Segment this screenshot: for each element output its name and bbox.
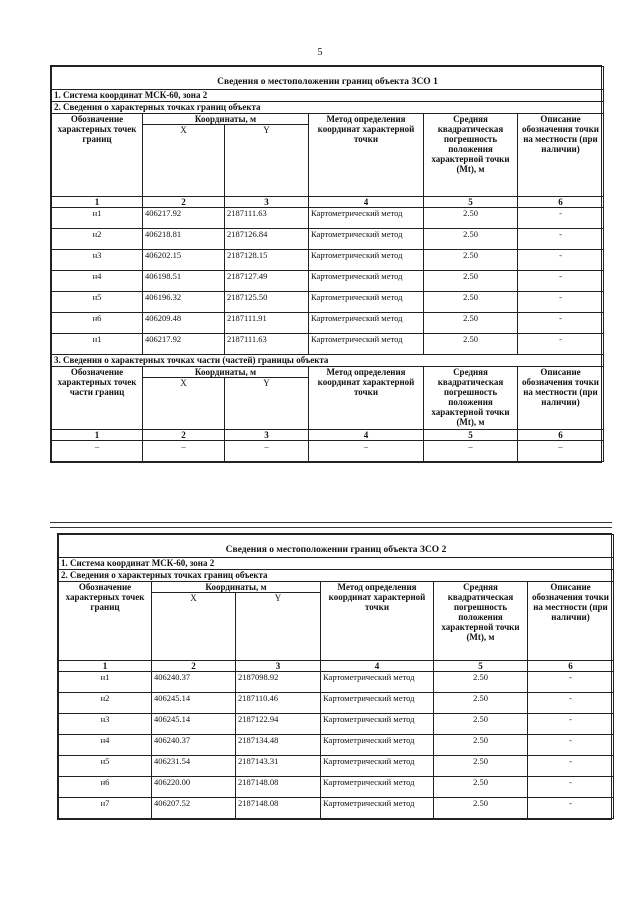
zso2-header-description: Описание обозначения точки на местности (при наличии) bbox=[528, 582, 614, 661]
description-value: - bbox=[528, 735, 614, 756]
zso1-col3-number: 3 bbox=[225, 430, 309, 441]
zso1-header-designation: Обозначение характерных точек границ bbox=[52, 114, 143, 197]
table-row bbox=[52, 441, 604, 462]
error-value: 2.50 bbox=[424, 229, 518, 250]
method-value: Картометрический метод bbox=[309, 292, 424, 313]
method-value: – bbox=[309, 441, 424, 462]
point-label: н7 bbox=[59, 798, 152, 819]
point-label: н3 bbox=[52, 250, 143, 271]
method-value: Картометрический метод bbox=[321, 735, 434, 756]
zso2-header-method: Метод определения координат характерной точки bbox=[321, 582, 434, 661]
description-value: - bbox=[518, 271, 604, 292]
y-value: 2187125.50 bbox=[225, 292, 309, 313]
x-value: 406202.15 bbox=[143, 250, 225, 271]
method-value: Картометрический метод bbox=[309, 271, 424, 292]
x-value: 406196.32 bbox=[143, 292, 225, 313]
zso2-col-number: 2 bbox=[152, 661, 236, 672]
y-value: 2187143.31 bbox=[236, 756, 321, 777]
zso2-block bbox=[57, 533, 612, 820]
zso1-col3-number: 4 bbox=[309, 430, 424, 441]
point-label: н2 bbox=[59, 693, 152, 714]
x-value: 406217.92 bbox=[143, 208, 225, 229]
table-row bbox=[52, 334, 604, 355]
zso2-header-error: Средняя квадратическая погрешность положения характерной точки (Mt), м bbox=[434, 582, 528, 661]
description-value: - bbox=[528, 693, 614, 714]
zso2-table bbox=[58, 534, 614, 819]
x-value: 406245.14 bbox=[152, 714, 236, 735]
table-row bbox=[59, 777, 614, 798]
method-value: Картометрический метод bbox=[321, 756, 434, 777]
error-value: 2.50 bbox=[434, 735, 528, 756]
y-value: 2187128.15 bbox=[225, 250, 309, 271]
zso2-header-y: Y bbox=[236, 593, 321, 661]
y-value: 2187111.91 bbox=[225, 313, 309, 334]
zso2-header-designation: Обозначение характерных точек границ bbox=[59, 582, 152, 661]
method-value: Картометрический метод bbox=[309, 229, 424, 250]
method-value: Картометрический метод bbox=[309, 334, 424, 355]
zso1-header3-x: X bbox=[143, 378, 225, 430]
point-label: н4 bbox=[59, 735, 152, 756]
method-value: Картометрический метод bbox=[309, 313, 424, 334]
error-value: 2.50 bbox=[434, 714, 528, 735]
table-row bbox=[52, 250, 604, 271]
zso1-col-number: 2 bbox=[143, 197, 225, 208]
point-label: н6 bbox=[59, 777, 152, 798]
x-value: 406245.14 bbox=[152, 693, 236, 714]
zso1-header-x: X bbox=[143, 125, 225, 197]
zso2-coord-system: 1. Система координат МСК-60, зона 2 bbox=[59, 558, 614, 570]
x-value: – bbox=[143, 441, 225, 462]
table-row bbox=[52, 313, 604, 334]
method-value: Картометрический метод bbox=[321, 714, 434, 735]
zso1-col3-number: 2 bbox=[143, 430, 225, 441]
y-value: 2187134.48 bbox=[236, 735, 321, 756]
zso1-header3-coords: Координаты, м bbox=[143, 367, 309, 378]
zso1-block bbox=[50, 65, 602, 463]
description-value: - bbox=[528, 714, 614, 735]
point-label: н5 bbox=[52, 292, 143, 313]
zso1-header-error: Средняя квадратическая погрешность положения характерной точки (Mt), м bbox=[424, 114, 518, 197]
x-value: 406218.81 bbox=[143, 229, 225, 250]
x-value: 406207.52 bbox=[152, 798, 236, 819]
point-label: н1 bbox=[52, 334, 143, 355]
table-row bbox=[59, 672, 614, 693]
point-label: н2 bbox=[52, 229, 143, 250]
zso1-section3-title: 3. Сведения о характерных точках части (частей) границы объекта bbox=[52, 355, 604, 367]
zso1-header-y: Y bbox=[225, 125, 309, 197]
point-label: н5 bbox=[59, 756, 152, 777]
error-value: 2.50 bbox=[434, 777, 528, 798]
x-value: 406220.00 bbox=[152, 777, 236, 798]
zso1-col-number: 1 bbox=[52, 197, 143, 208]
zso1-col-number: 3 bbox=[225, 197, 309, 208]
divider bbox=[50, 527, 612, 528]
description-value: - bbox=[518, 208, 604, 229]
zso1-header3-method: Метод определения координат характерной точки bbox=[309, 367, 424, 430]
description-value: - bbox=[518, 229, 604, 250]
zso1-col3-number: 1 bbox=[52, 430, 143, 441]
method-value: Картометрический метод bbox=[321, 672, 434, 693]
method-value: Картометрический метод bbox=[309, 208, 424, 229]
y-value: 2187111.63 bbox=[225, 334, 309, 355]
y-value: 2187098.92 bbox=[236, 672, 321, 693]
y-value: – bbox=[225, 441, 309, 462]
error-value: – bbox=[424, 441, 518, 462]
error-value: 2.50 bbox=[434, 672, 528, 693]
method-value: Картометрический метод bbox=[309, 250, 424, 271]
error-value: 2.50 bbox=[424, 271, 518, 292]
error-value: 2.50 bbox=[424, 250, 518, 271]
table-row bbox=[59, 735, 614, 756]
zso2-title: Сведения о местоположении границ объекта ЗСО 2 bbox=[59, 535, 614, 558]
zso2-header-coords: Координаты, м bbox=[152, 582, 321, 593]
zso1-col-number: 6 bbox=[518, 197, 604, 208]
point-label: н3 bbox=[59, 714, 152, 735]
point-label: – bbox=[52, 441, 143, 462]
zso1-header-coords: Координаты, м bbox=[143, 114, 309, 125]
method-value: Картометрический метод bbox=[321, 693, 434, 714]
table-row bbox=[52, 271, 604, 292]
error-value: 2.50 bbox=[434, 798, 528, 819]
zso1-section2-title: 2. Сведения о характерных точках границ объекта bbox=[52, 102, 604, 114]
description-value: - bbox=[518, 292, 604, 313]
zso1-header3-y: Y bbox=[225, 378, 309, 430]
table-row bbox=[52, 208, 604, 229]
error-value: 2.50 bbox=[424, 292, 518, 313]
zso2-col-number: 5 bbox=[434, 661, 528, 672]
description-value: - bbox=[528, 756, 614, 777]
zso1-header-description: Описание обозначения точки на местности (при наличии) bbox=[518, 114, 604, 197]
zso1-header-method: Метод определения координат характерной точки bbox=[309, 114, 424, 197]
table-row bbox=[52, 229, 604, 250]
point-label: н4 bbox=[52, 271, 143, 292]
x-value: 406231.54 bbox=[152, 756, 236, 777]
y-value: 2187126.84 bbox=[225, 229, 309, 250]
error-value: 2.50 bbox=[434, 693, 528, 714]
zso1-col3-number: 5 bbox=[424, 430, 518, 441]
table-row bbox=[59, 693, 614, 714]
y-value: 2187122.94 bbox=[236, 714, 321, 735]
x-value: 406198.51 bbox=[143, 271, 225, 292]
y-value: 2187110.46 bbox=[236, 693, 321, 714]
zso1-header3-designation: Обозначение характерных точек части границ bbox=[52, 367, 143, 430]
method-value: Картометрический метод bbox=[321, 798, 434, 819]
description-value: - bbox=[528, 777, 614, 798]
table-row bbox=[59, 714, 614, 735]
x-value: 406217.92 bbox=[143, 334, 225, 355]
zso1-title: Сведения о местоположении границ объекта ЗСО 1 bbox=[52, 67, 604, 90]
zso1-col-number: 5 bbox=[424, 197, 518, 208]
y-value: 2187148.08 bbox=[236, 777, 321, 798]
zso1-table bbox=[51, 66, 604, 462]
zso1-header3-description: Описание обозначения точки на местности (при наличии) bbox=[518, 367, 604, 430]
y-value: 2187148.08 bbox=[236, 798, 321, 819]
zso1-coord-system: 1. Система координат МСК-60, зона 2 bbox=[52, 90, 604, 102]
point-label: н1 bbox=[59, 672, 152, 693]
description-value: – bbox=[518, 441, 604, 462]
description-value: - bbox=[518, 313, 604, 334]
description-value: - bbox=[518, 334, 604, 355]
zso2-col-number: 1 bbox=[59, 661, 152, 672]
error-value: 2.50 bbox=[424, 208, 518, 229]
zso2-col-number: 3 bbox=[236, 661, 321, 672]
x-value: 406209.48 bbox=[143, 313, 225, 334]
table-row bbox=[59, 756, 614, 777]
page-number: 5 bbox=[317, 47, 323, 58]
table-row bbox=[52, 292, 604, 313]
error-value: 2.50 bbox=[424, 313, 518, 334]
zso1-col3-number: 6 bbox=[518, 430, 604, 441]
x-value: 406240.37 bbox=[152, 672, 236, 693]
zso2-header-x: X bbox=[152, 593, 236, 661]
zso1-header3-error: Средняя квадратическая погрешность положения характерной точки (Mt), м bbox=[424, 367, 518, 430]
x-value: 406240.37 bbox=[152, 735, 236, 756]
description-value: - bbox=[528, 798, 614, 819]
table-row bbox=[59, 798, 614, 819]
description-value: - bbox=[518, 250, 604, 271]
zso2-col-number: 4 bbox=[321, 661, 434, 672]
y-value: 2187127.49 bbox=[225, 271, 309, 292]
y-value: 2187111.63 bbox=[225, 208, 309, 229]
zso1-col-number: 4 bbox=[309, 197, 424, 208]
point-label: н6 bbox=[52, 313, 143, 334]
divider bbox=[50, 522, 612, 523]
description-value: - bbox=[528, 672, 614, 693]
error-value: 2.50 bbox=[424, 334, 518, 355]
error-value: 2.50 bbox=[434, 756, 528, 777]
zso2-section2-title: 2. Сведения о характерных точках границ объекта bbox=[59, 570, 614, 582]
zso2-col-number: 6 bbox=[528, 661, 614, 672]
method-value: Картометрический метод bbox=[321, 777, 434, 798]
point-label: н1 bbox=[52, 208, 143, 229]
